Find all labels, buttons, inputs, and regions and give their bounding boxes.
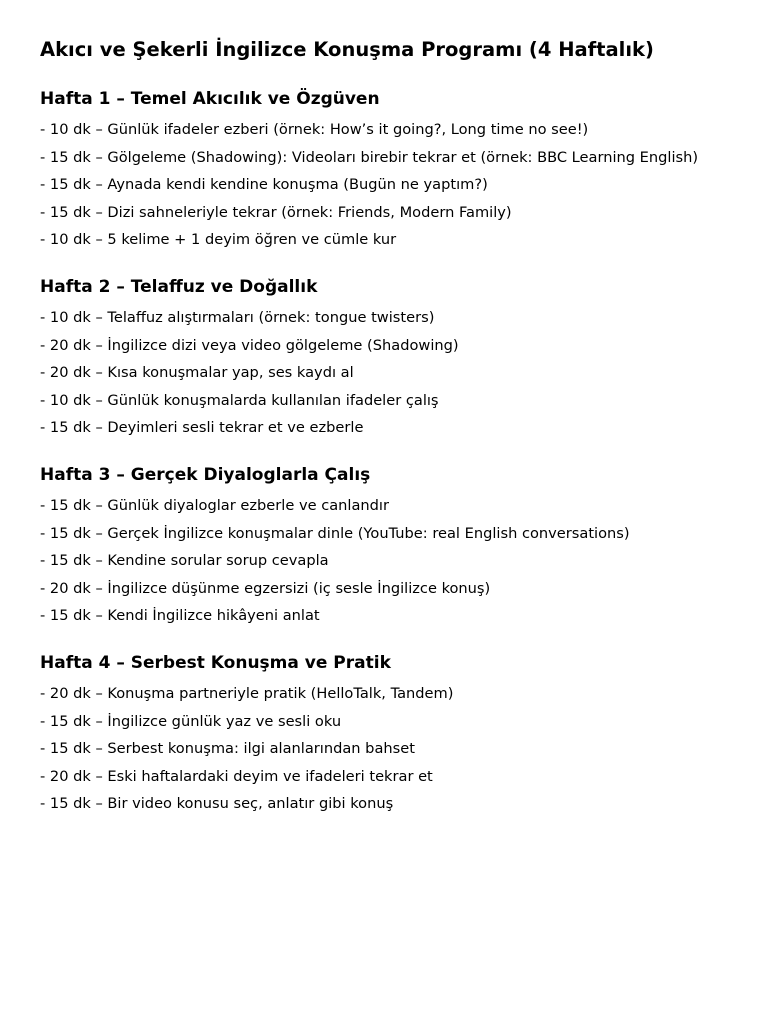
week-4-activity-list	[40, 680, 728, 818]
week-4-section	[40, 651, 728, 818]
activity-item: - 15 dk – Kendine sorular sorup cevapla	[40, 552, 329, 570]
week-1-activity-list	[40, 116, 728, 254]
activity-item: - 15 dk – Günlük diyaloglar ezberle ve canlandır	[40, 496, 389, 514]
activity-item: - 20 dk – Kısa konuşmalar yap, ses kaydı al	[40, 364, 354, 382]
week-1-heading: Hafta 1 – Temel Akıcılık ve Özgüven	[40, 89, 380, 109]
week-1-section	[40, 87, 728, 254]
activity-item: - 15 dk – Serbest konuşma: ilgi alanlarından bahset	[40, 740, 415, 758]
week-3-activity-list	[40, 492, 728, 630]
activity-item: - 20 dk – İngilizce düşünme egzersizi (iç sesle İngilizce konuş)	[40, 579, 491, 597]
activity-item: - 15 dk – Bir video konusu seç, anlatır gibi konuş	[40, 795, 394, 813]
activity-item: - 15 dk – Gerçek İngilizce konuşmalar dinle (YouTube: real English conversations)	[40, 524, 630, 542]
activity-item: - 15 dk – Deyimleri sesli tekrar et ve ezberle	[40, 419, 364, 437]
activity-item: - 10 dk – Günlük konuşmalarda kullanılan ifadeler çalış	[40, 391, 439, 409]
week-3-section	[40, 463, 728, 630]
activity-item: - 20 dk – Konuşma partneriyle pratik (HelloTalk, Tandem)	[40, 684, 454, 702]
week-4-heading: Hafta 4 – Serbest Konuşma ve Pratik	[40, 652, 391, 673]
activity-item: - 15 dk – Aynada kendi kendine konuşma (Bugün ne yaptım?)	[40, 176, 488, 194]
activity-item: - 15 dk – Gölgeleme (Shadowing): Videoları birebir tekrar et (örnek: BBC Learning English)	[40, 148, 699, 166]
activity-item: - 10 dk – Günlük ifadeler ezberi (örnek: How’s it going?, Long time no see!)	[40, 121, 589, 138]
activity-item: - 15 dk – Kendi İngilizce hikâyeni anlat	[40, 607, 320, 625]
activity-item: - 10 dk – Telaffuz alıştırmaları (örnek: tongue twisters)	[40, 308, 435, 326]
week-3-heading: Hafta 3 – Gerçek Diyaloglarla Çalış	[40, 464, 371, 485]
activity-item: - 10 dk – 5 kelime + 1 deyim öğren ve cümle kur	[40, 231, 397, 249]
week-2-heading: Hafta 2 – Telaffuz ve Doğallık	[40, 276, 318, 297]
activity-item: - 20 dk – İngilizce dizi veya video gölgeleme (Shadowing)	[40, 336, 459, 354]
activity-item: - 20 dk – Eski haftalardaki deyim ve ifadeleri tekrar et	[40, 767, 433, 785]
activity-item: - 15 dk – Dizi sahneleriyle tekrar (örnek: Friends, Modern Family)	[40, 203, 512, 221]
week-2-section	[40, 275, 728, 442]
activity-item: - 15 dk – İngilizce günlük yaz ve sesli oku	[40, 712, 342, 730]
document-title: Akıcı ve Şekerli İngilizce Konuşma Programı (4 Haftalık)	[40, 38, 654, 61]
week-2-activity-list	[40, 304, 728, 442]
